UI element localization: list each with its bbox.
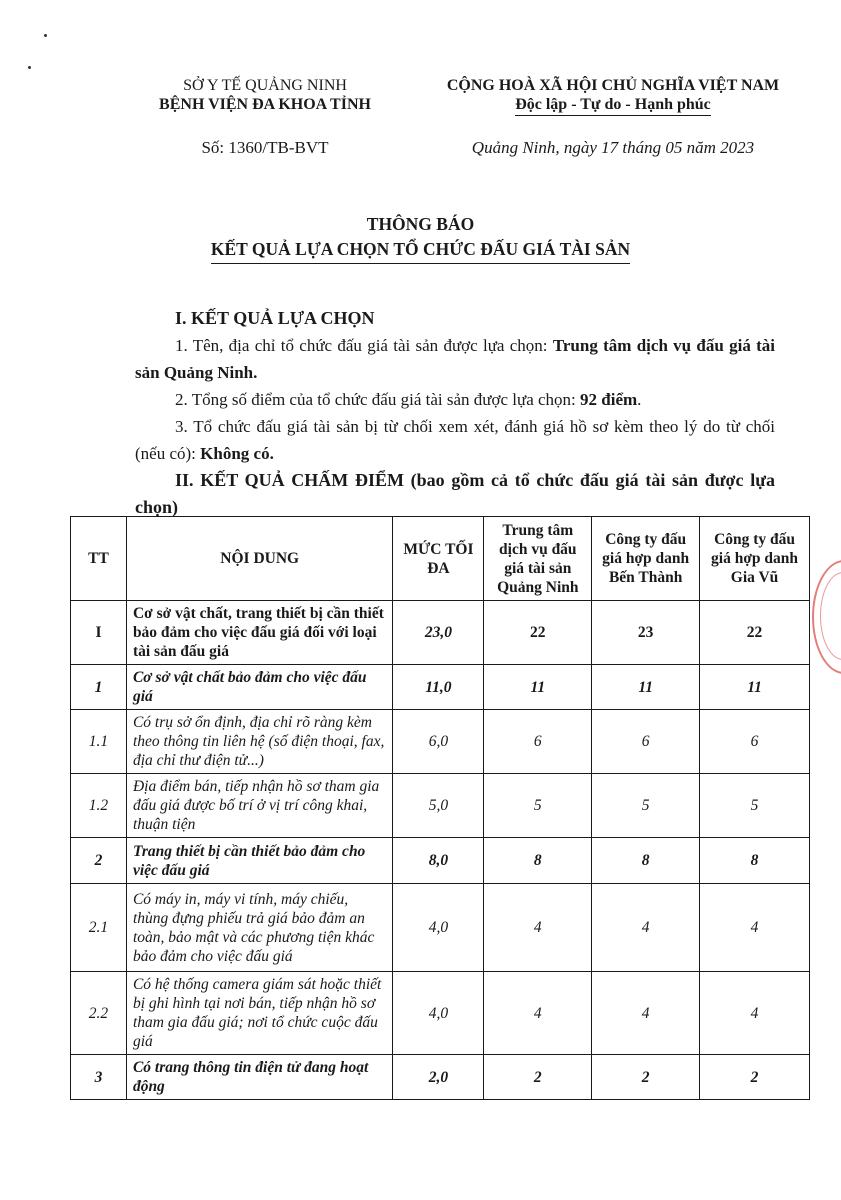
title-line1: THÔNG BÁO <box>366 214 475 234</box>
row-content: Địa điểm bán, tiếp nhận hồ sơ tham gia đấu giá được bố trí ở vị trí công khai, thuận tiện <box>126 774 393 838</box>
row-tt: 3 <box>71 1055 127 1100</box>
row-score-org3: 8 <box>700 838 810 884</box>
row-score-org1: 22 <box>484 601 592 665</box>
item1-text: 1. Tên, địa chỉ tổ chức đấu giá tài sản được lựa chọn: <box>175 336 553 355</box>
national-motto: Độc lập - Tự do - Hạnh phúc <box>515 95 711 116</box>
table-row <box>71 838 810 884</box>
row-content: Cơ sở vật chất, trang thiết bị cần thiết bảo đảm cho việc đấu giá đối với loại tài sản đấu giá <box>126 601 393 665</box>
issue-date: Quảng Ninh, ngày 17 tháng 05 năm 2023 <box>471 138 755 157</box>
row-score-org2: 8 <box>592 838 700 884</box>
row-tt: 1.1 <box>71 710 127 774</box>
section1-heading: I. KẾT QUẢ LỰA CHỌN <box>175 308 375 328</box>
row-score-org3: 4 <box>700 972 810 1055</box>
section1-item2 <box>135 386 775 413</box>
col-header-org1: Trung tâm dịch vụ đấu giá tài sản Quảng Ninh <box>484 517 592 601</box>
item2-end: . <box>637 390 642 409</box>
row-score-org3: 6 <box>700 710 810 774</box>
row-score-org3: 4 <box>700 884 810 972</box>
row-content: Có trụ sở ổn định, địa chỉ rõ ràng kèm theo thông tin liên hệ (số điện thoại, fax, địa chỉ thư điện tử...) <box>126 710 393 774</box>
table-row <box>71 710 810 774</box>
document-title <box>0 212 841 264</box>
row-score-org2: 4 <box>592 884 700 972</box>
row-tt: 2.1 <box>71 884 127 972</box>
document-number: Số: 1360/TB-BVT <box>201 138 329 157</box>
row-score-org2: 23 <box>592 601 700 665</box>
row-content: Có trang thông tin điện tử đang hoạt động <box>126 1055 393 1100</box>
row-max: 11,0 <box>393 665 484 710</box>
row-max: 2,0 <box>393 1055 484 1100</box>
row-score-org3: 11 <box>700 665 810 710</box>
rejected-organizations: Không có. <box>200 444 274 463</box>
row-score-org1: 11 <box>484 665 592 710</box>
row-tt: 1.2 <box>71 774 127 838</box>
row-score-org2: 2 <box>592 1055 700 1100</box>
row-max: 23,0 <box>393 601 484 665</box>
scan-speck <box>28 66 31 69</box>
issuer-block <box>130 76 400 157</box>
row-score-org2: 5 <box>592 774 700 838</box>
row-max: 4,0 <box>393 972 484 1055</box>
row-tt: 1 <box>71 665 127 710</box>
national-heading <box>408 76 818 157</box>
nation-title: CỘNG HOÀ XÃ HỘI CHỦ NGHĨA VIỆT NAM <box>446 77 780 94</box>
section2-heading: II. KẾT QUẢ CHẤM ĐIỂM (bao gồm cả tổ chức đấu giá tài sản được lựa chọn) <box>135 470 775 517</box>
row-max: 6,0 <box>393 710 484 774</box>
row-score-org2: 11 <box>592 665 700 710</box>
row-score-org1: 8 <box>484 838 592 884</box>
row-content: Có máy in, máy vi tính, máy chiếu, thùng đựng phiếu trả giá bảo đảm an toàn, bảo mật và các phương tiện khác bảo đảm cho việc đấu giá <box>126 884 393 972</box>
row-score-org3: 2 <box>700 1055 810 1100</box>
table-row <box>71 1055 810 1100</box>
row-max: 4,0 <box>393 884 484 972</box>
row-tt: 2.2 <box>71 972 127 1055</box>
row-content: Trang thiết bị cần thiết bảo đảm cho việc đấu giá <box>126 838 393 884</box>
issuer-hospital: BỆNH VIỆN ĐA KHOA TỈNH <box>159 96 371 113</box>
row-content: Có hệ thống camera giám sát hoặc thiết bị ghi hình tại nơi bán, tiếp nhận hồ sơ tham gia đấu giá; nơi tổ chức cuộc đấu giá <box>126 972 393 1055</box>
row-content: Cơ sở vật chất bảo đảm cho việc đấu giá <box>126 665 393 710</box>
table-row <box>71 884 810 972</box>
col-header-org2: Công ty đấu giá hợp danh Bến Thành <box>592 517 700 601</box>
score-table <box>70 516 810 1100</box>
col-header-max: MỨC TỐI ĐA <box>393 517 484 601</box>
row-tt: 2 <box>71 838 127 884</box>
table-header-row <box>71 517 810 601</box>
row-score-org1: 5 <box>484 774 592 838</box>
table-row <box>71 601 810 665</box>
col-header-content: NỘI DUNG <box>126 517 393 601</box>
row-score-org2: 6 <box>592 710 700 774</box>
row-score-org1: 4 <box>484 972 592 1055</box>
title-line2: KẾT QUẢ LỰA CHỌN TỔ CHỨC ĐẤU GIÁ TÀI SẢN <box>211 237 630 264</box>
row-score-org1: 4 <box>484 884 592 972</box>
col-header-org3: Công ty đấu giá hợp danh Gia Vũ <box>700 517 810 601</box>
table-row <box>71 774 810 838</box>
item3-text: 3. Tổ chức đấu giá tài sản bị từ chối xem xét, đánh giá hồ sơ kèm theo lý do từ chối (nếu có): <box>135 417 775 463</box>
row-score-org3: 22 <box>700 601 810 665</box>
row-score-org1: 6 <box>484 710 592 774</box>
item2-text: 2. Tổng số điểm của tổ chức đấu giá tài sản được lựa chọn: <box>175 390 581 409</box>
total-score: 92 điểm <box>580 390 638 409</box>
scan-speck <box>44 34 47 37</box>
table-row <box>71 665 810 710</box>
selected-organization: Trung tâm dịch vụ đấu giá tài sản Quảng Ninh. <box>135 336 775 382</box>
row-score-org2: 4 <box>592 972 700 1055</box>
section1-item1 <box>135 332 775 386</box>
col-header-tt: TT <box>71 517 127 601</box>
table-row <box>71 972 810 1055</box>
row-tt: I <box>71 601 127 665</box>
row-score-org3: 5 <box>700 774 810 838</box>
row-max: 5,0 <box>393 774 484 838</box>
row-max: 8,0 <box>393 838 484 884</box>
issuer-org: SỞ Y TẾ QUẢNG NINH <box>183 77 347 94</box>
row-score-org1: 2 <box>484 1055 592 1100</box>
section1-item3 <box>135 413 775 467</box>
document-body <box>135 305 775 521</box>
